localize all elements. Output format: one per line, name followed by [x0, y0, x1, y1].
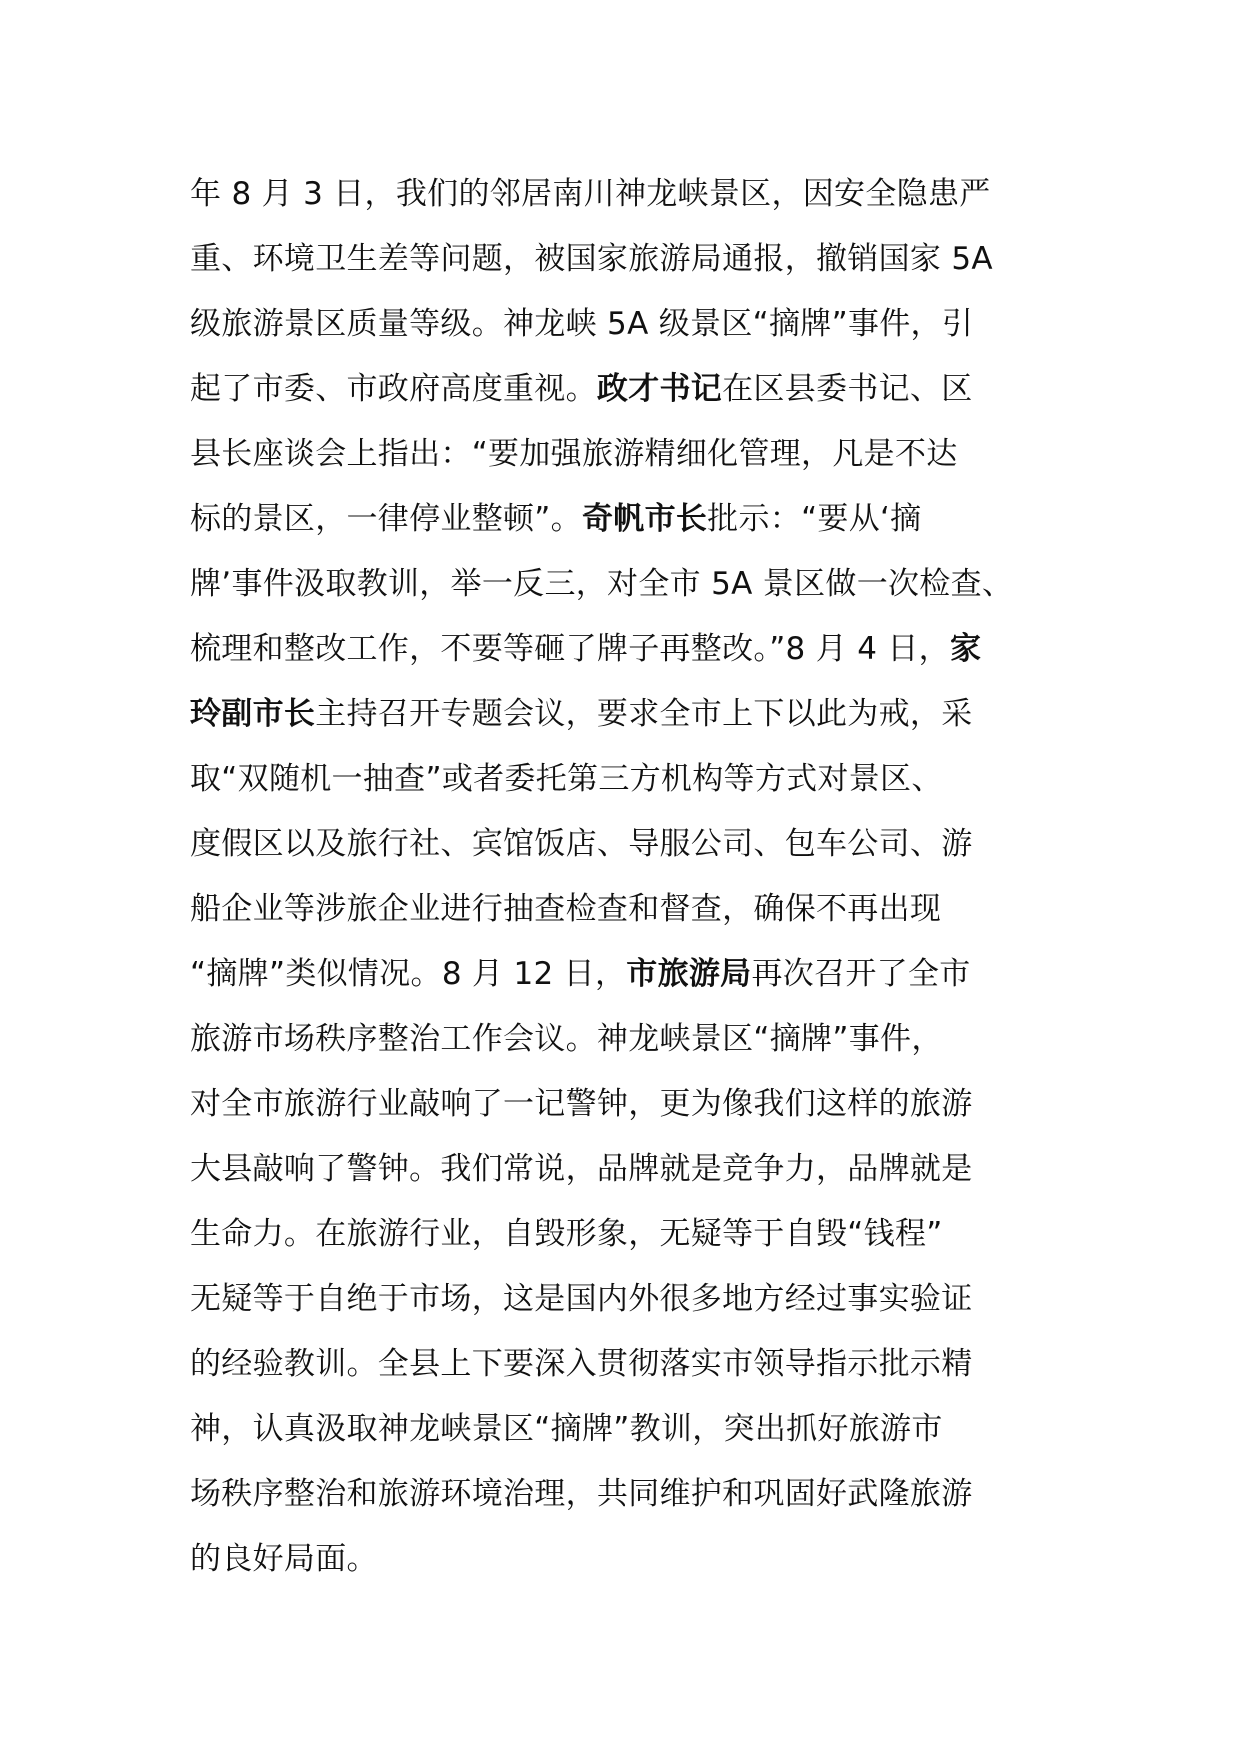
text-line [190, 487, 1070, 552]
text-line [190, 1007, 1070, 1072]
text-line [190, 747, 1070, 812]
text-run: 在区县委书记、区 [722, 371, 973, 407]
text-line [190, 357, 1070, 422]
text-line [190, 1462, 1070, 1527]
text-line [190, 292, 1070, 357]
text-run: 梳理和整改工作，不要等砸了牌子再整改。”8 月 4 日， [190, 631, 950, 667]
bold-name: 玲副市长 [190, 696, 316, 732]
text-run: 年 8 月 3 日，我们的邻居南川神龙峡景区，因安全隐患严 [190, 176, 991, 212]
text-run: 度假区以及旅行社、宾馆饭店、导服公司、包车公司、游 [190, 826, 973, 862]
text-line [190, 1137, 1070, 1202]
text-line [190, 812, 1070, 877]
text-run: 场秩序整治和旅游环境治理，共同维护和巩固好武隆旅游 [190, 1476, 973, 1512]
text-run: 船企业等涉旅企业进行抽查检查和督查，确保不再出现 [190, 891, 942, 927]
text-run: 对全市旅游行业敲响了一记警钟，更为像我们这样的旅游 [190, 1086, 973, 1122]
bold-name: 市旅游局 [626, 956, 752, 992]
text-run: 批示：“要从‘摘 [707, 501, 922, 537]
text-run: 牌’事件汲取教训，举一反三，对全市 5A 景区做一次检查、 [190, 566, 1014, 602]
text-line [190, 1397, 1070, 1462]
text-line [190, 877, 1070, 942]
text-run: 神，认真汲取神龙峡景区“摘牌”教训，突出抓好旅游市 [190, 1411, 943, 1447]
text-run: “摘牌”类似情况。8 月 12 日， [190, 956, 627, 992]
text-line [190, 1202, 1070, 1267]
text-line [190, 1332, 1070, 1397]
text-run: 大县敲响了警钟。我们常说，品牌就是竞争力，品牌就是 [190, 1151, 973, 1187]
body-text [190, 162, 1070, 1592]
text-run: 起了市委、市政府高度重视。 [190, 371, 597, 407]
text-run: 取“双随机一抽查”或者委托第三方机构等方式对景区、 [190, 761, 943, 797]
text-line [190, 162, 1070, 227]
text-line [190, 1072, 1070, 1137]
text-line [190, 1527, 1070, 1592]
text-run: 重、环境卫生差等问题，被国家旅游局通报，撤销国家 5A [190, 241, 993, 277]
text-line [190, 227, 1070, 292]
text-run: 主持召开专题会议，要求全市上下以此为戒，采 [315, 696, 973, 732]
text-run: 的良好局面。 [190, 1541, 378, 1577]
bold-name: 政才书记 [596, 371, 723, 407]
text-run: 级旅游景区质量等级。神龙峡 5A 级景区“摘牌”事件，引 [190, 306, 974, 342]
text-run: 再次召开了全市 [751, 956, 971, 992]
text-run: 的经验教训。全县上下要深入贯彻落实市领导指示批示精 [190, 1346, 973, 1382]
text-run: 旅游市场秩序整治工作会议。神龙峡景区“摘牌”事件， [190, 1021, 943, 1057]
text-run: 生命力。在旅游行业，自毁形象，无疑等于自毁“钱程” [190, 1216, 943, 1252]
text-run: 县长座谈会上指出：“要加强旅游精细化管理，凡是不达 [190, 436, 958, 472]
text-line [190, 552, 1070, 617]
text-line [190, 617, 1070, 682]
text-line [190, 1267, 1070, 1332]
text-run: 标的景区，一律停业整顿”。 [190, 501, 582, 537]
bold-name: 奇帆市长 [581, 501, 708, 537]
bold-name: 家 [949, 631, 982, 667]
text-line [190, 942, 1070, 1007]
text-line [190, 682, 1070, 747]
text-line [190, 422, 1070, 487]
text-run: 无疑等于自绝于市场，这是国内外很多地方经过事实验证 [190, 1281, 973, 1317]
